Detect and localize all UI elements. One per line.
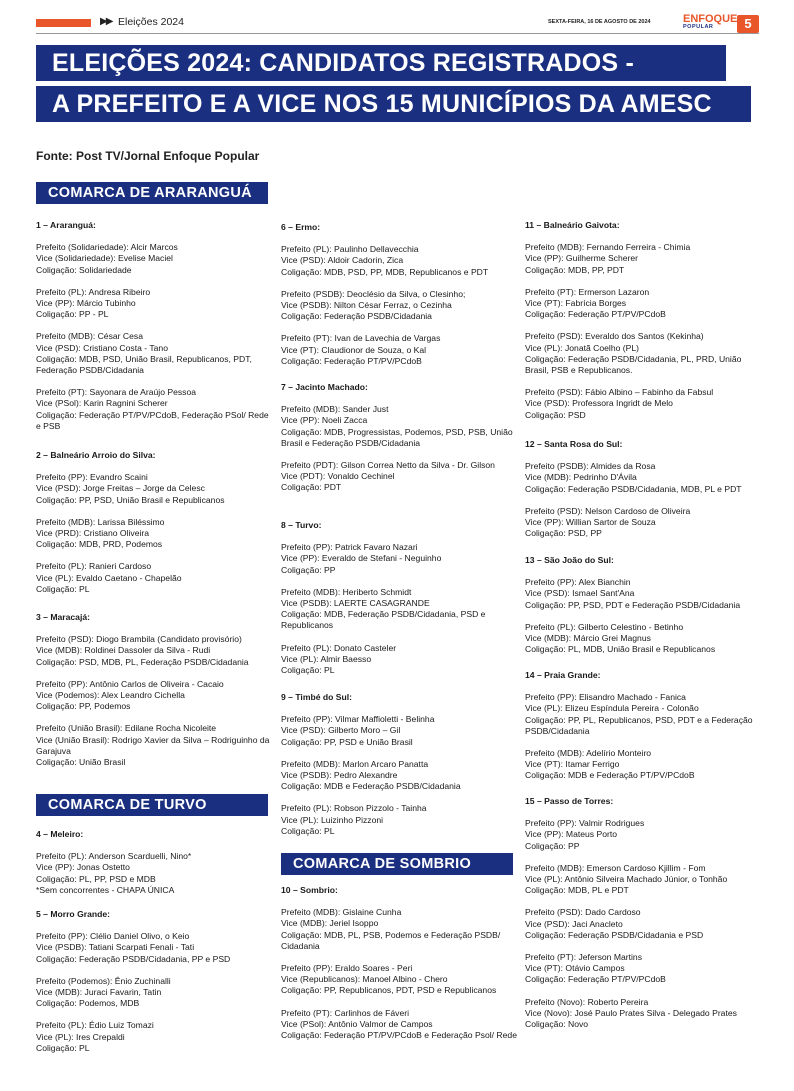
prefeito-line: Prefeito (União Brasil): Edilane Rocha Nicoleite — [36, 723, 217, 734]
municipio-name: 3 – Maracajá: — [36, 612, 90, 622]
prefeito-line: Prefeito (PP): Valmir Rodrigues — [525, 818, 645, 829]
municipio-name: 7 – Jacinto Machado: — [281, 382, 368, 392]
candidate-entry — [281, 1008, 519, 1042]
page-number: 5 — [737, 15, 759, 33]
logo-word-bottom: POPULAR — [683, 24, 714, 30]
vice-line: Vice (Podemos): Alex Leandro Cichella — [36, 690, 185, 701]
prefeito-line: Prefeito (PL): Donato Casteler — [281, 642, 397, 653]
municipio-name: 9 – Timbé do Sul: — [281, 692, 352, 702]
prefeito-line: Prefeito (MDB): Adelírio Monteiro — [525, 748, 652, 759]
prefeito-line: Prefeito (PL): Robson Pizzolo - Tainha — [281, 803, 427, 814]
prefeito-line: Prefeito (MDB): Heriberto Schmidt — [281, 586, 412, 597]
prefeito-line: Prefeito (PP): Alex Bianchin — [525, 577, 631, 588]
coligacao-line: Coligação: MDB e Federação PT/PV/PCdoB — [525, 770, 695, 781]
vice-line: Vice (PL): Elizeu Espíndula Pereira - Colonão — [525, 703, 699, 714]
vice-line: Vice (PT): Itamar Ferrigo — [525, 759, 620, 770]
comarca-turvo-heading: COMARCA DE TURVO — [36, 794, 268, 816]
prefeito-line: Prefeito (Solidariedade): Alcir Marcos — [36, 242, 178, 253]
municipio-name: 12 – Santa Rosa do Sul: — [525, 439, 623, 449]
coligacao-line: Coligação: PP - PL — [36, 309, 109, 320]
municipio-block — [281, 222, 519, 378]
candidate-entry — [36, 331, 272, 376]
comarca-ararangua-heading: COMARCA DE ARARANGUÁ — [36, 182, 268, 204]
vice-line: Vice (PP): Everaldo de Stefani - Neguinho — [281, 553, 442, 564]
coligacao-line: Coligação: PP, Republicanos, PDT, PSD e Republicanos — [281, 985, 497, 996]
page-header — [0, 0, 794, 40]
candidate-entry — [281, 460, 519, 494]
prefeito-line: Prefeito (PSD): Dado Cardoso — [525, 907, 641, 918]
coligacao-line: Coligação: PL — [281, 825, 335, 836]
coligacao-line: Coligação: MDB, PL, PSB, Podemos e Federação PSDB/ Cidadania — [281, 929, 501, 951]
prefeito-line: Prefeito (PL): Anderson Scarduelli, Nino* — [36, 851, 192, 862]
coligacao-line: Coligação: Novo — [525, 1019, 589, 1030]
vice-line: Vice (PSDB): LAERTE CASAGRANDE — [281, 598, 430, 609]
coligacao-line: Coligação: PL, MDB, União Brasil e Republicanos — [525, 644, 716, 655]
municipio-block — [281, 520, 519, 687]
prefeito-line: Prefeito (PL): Andresa Ribeiro — [36, 286, 151, 297]
candidate-entry — [36, 851, 272, 896]
coligacao-line: Coligação: Federação PSDB/Cidadania e PSD — [525, 929, 704, 940]
vice-line: Vice (PP): Willian Sartor de Souza — [525, 517, 656, 528]
vice-line: Vice (PL): Ires Crepaldi — [36, 1031, 125, 1042]
candidate-entry — [525, 331, 763, 376]
coligacao-line: Coligação: PP, Podemos — [36, 701, 131, 712]
candidate-entry — [36, 242, 272, 276]
vice-line: Vice (União Brasil): Rodrigo Xavier da Silva – Rodriguinho da Garajuva — [36, 734, 270, 756]
candidate-entry — [36, 387, 272, 432]
vice-line: Vice (PT): Otávio Campos — [525, 963, 625, 974]
municipio-block — [36, 220, 272, 443]
prefeito-line: Prefeito (MDB): César Cesa — [36, 331, 143, 342]
prefeito-line: Prefeito (PL): Paulinho Dellavecchia — [281, 244, 419, 255]
prefeito-line: Prefeito (PP): Patrick Favaro Nazari — [281, 542, 418, 553]
prefeito-line: Prefeito (PT): Ivan de Lavechia de Vargas — [281, 333, 441, 344]
municipio-name: 11 – Balneário Gaivota: — [525, 220, 620, 230]
prefeito-line: Prefeito (PT): Sayonara de Araújo Pessoa — [36, 387, 197, 398]
municipio-block — [36, 909, 272, 1065]
comarca-sombrio-heading: COMARCA DE SOMBRIO — [281, 853, 513, 875]
prefeito-line: Prefeito (PSDB): Almides da Rosa — [525, 461, 656, 472]
prefeito-line: Prefeito (MDB): Fernando Ferreira - Chimia — [525, 242, 691, 253]
newspaper-logo — [683, 14, 737, 30]
vice-line: Vice (PSDB): Nilton César Ferraz, o Cezinha — [281, 300, 452, 311]
municipio-block — [281, 692, 519, 848]
prefeito-line: Prefeito (PP): Vilmar Maffioletti - Belinha — [281, 714, 435, 725]
coligacao-line: Coligação: MDB e Federação PSDB/Cidadania — [281, 781, 461, 792]
vice-line: Vice (PL): Almir Baesso — [281, 653, 372, 664]
candidate-entry — [281, 907, 519, 952]
prefeito-line: Prefeito (PDT): Gilson Correa Netto da Silva - Dr. Gilson — [281, 460, 495, 471]
candidate-entry — [36, 1020, 272, 1054]
prefeito-line: Prefeito (MDB): Emerson Cardoso Kjillim - Fom — [525, 862, 706, 873]
municipio-name: 10 – Sombrio: — [281, 885, 338, 895]
vice-line: Vice (PSD): Cristiano Costa - Tano — [36, 342, 168, 353]
municipio-block — [281, 885, 519, 1052]
vice-line: Vice (PP): Noeli Zacca — [281, 415, 368, 426]
coligacao-line: Coligação: PSD, MDB, PL, Federação PSDB/Cidadania — [36, 656, 249, 667]
candidate-entry — [36, 287, 272, 321]
prefeito-line: Prefeito (MDB): Marlon Arcaro Panatta — [281, 758, 429, 769]
vice-line: Vice (Republicanos): Manoel Albino - Chero — [281, 974, 448, 985]
section-name: Eleições 2024 — [118, 16, 184, 28]
section-accent-bar — [36, 19, 91, 27]
municipio-block — [36, 829, 272, 907]
candidate-entry — [281, 542, 519, 576]
coligacao-line: Coligação: PP — [525, 840, 580, 851]
candidate-entry — [281, 404, 519, 449]
vice-line: Vice (PRD): Cristiano Oliveira — [36, 528, 150, 539]
candidate-entry — [36, 931, 272, 965]
prefeito-line: Prefeito (PSD): Nelson Cardoso de Oliveira — [525, 505, 691, 516]
vice-line: Vice (MDB): Roldinei Dassoler da Silva - Rudi — [36, 645, 211, 656]
header-divider — [36, 33, 759, 34]
candidate-entry — [525, 287, 763, 321]
coligacao-line: Coligação: MDB, PSD, União Brasil, Republicanos, PDT, Federação PSDB/Cidadania — [36, 353, 252, 376]
prefeito-line: Prefeito (MDB): Sander Just — [281, 404, 389, 415]
vice-line: Vice (PSD): Jaci Anacleto — [525, 918, 623, 929]
municipio-block — [525, 555, 763, 666]
coligacao-line: Coligação: PP — [281, 564, 336, 575]
candidate-entry — [281, 803, 519, 837]
section-arrows-icon: ▶▶ — [100, 16, 112, 27]
coligacao-line: Coligação: Federação PSDB/Cidadania, PL, PRD, União Brasil, PSB e Republicanos. — [525, 353, 742, 376]
municipio-name: 4 – Meleiro: — [36, 829, 84, 839]
prefeito-line: Prefeito (PP): Evandro Scaini — [36, 472, 148, 483]
municipio-name: 15 – Passo de Torres: — [525, 796, 614, 806]
coligacao-line: Coligação: MDB, PRD, Podemos — [36, 539, 163, 550]
coligacao-line: Coligação: MDB, PL e PDT — [525, 885, 629, 896]
coligacao-line: Coligação: PSD, PP — [525, 528, 602, 539]
coligacao-line: Coligação: PSD — [525, 409, 586, 420]
coligacao-line: Coligação: PP, PL, Republicanos, PSD, PDT e a Federação PSDB/Cidadania — [525, 714, 753, 736]
candidate-entry — [36, 976, 272, 1010]
prefeito-line: Prefeito (PT): Ermerson Lazaron — [525, 286, 650, 297]
candidate-entry — [525, 506, 763, 540]
coligacao-line: Coligação: PL — [36, 583, 90, 594]
coligacao-line: Coligação: PL — [281, 665, 335, 676]
prefeito-line: Prefeito (PSD): Everaldo dos Santos (Kekinha) — [525, 331, 704, 342]
candidate-entry — [525, 387, 763, 421]
coligacao-line: Coligação: Podemos, MDB — [36, 998, 140, 1009]
coligacao-line: Coligação: PP, PSD e União Brasil — [281, 736, 413, 747]
vice-line: Vice (PSDB): Tatiani Scarpati Fenali - Tati — [36, 942, 195, 953]
prefeito-line: Prefeito (PP): Elisandro Machado - Fanica — [525, 692, 686, 703]
coligacao-line: Coligação: PL, PP, PSD e MDB — [36, 873, 156, 884]
candidate-entry — [281, 714, 519, 748]
candidate-entry — [525, 577, 763, 611]
vice-line: Vice (PSD): Gilberto Moro – Gil — [281, 725, 401, 736]
prefeito-line: Prefeito (PL): Gilberto Celestino - Betinho — [525, 621, 684, 632]
vice-line: Vice (PL): Luizinho Pizzoni — [281, 814, 384, 825]
candidate-entry — [281, 333, 519, 367]
candidate-entry — [281, 759, 519, 793]
prefeito-line: Prefeito (PSD): Diogo Brambila (Candidato provisório) — [36, 634, 242, 645]
vice-line: Vice (PP): Márcio Tubinho — [36, 298, 136, 309]
vice-line: Vice (PP): Jonas Ostetto — [36, 862, 130, 873]
vice-line: Vice (PSD): Ismael Sant'Ana — [525, 588, 635, 599]
candidate-entry — [525, 863, 763, 897]
prefeito-line: Prefeito (PP): Antônio Carlos de Oliveira - Cacaio — [36, 678, 224, 689]
coligacao-line: Coligação: MDB, Progressistas, Podemos, PSD, PSB, União Brasil e Federação PSDB/Cidadania — [281, 426, 513, 448]
vice-line: Vice (PDT): Vonaldo Cechinel — [281, 471, 395, 482]
candidate-entry — [281, 963, 519, 997]
vice-line: Vice (PP): Mateus Porto — [525, 829, 618, 840]
source-credit: Fonte: Post TV/Jornal Enfoque Popular — [36, 149, 260, 163]
municipio-name: 14 – Praia Grande: — [525, 670, 601, 680]
municipio-block — [281, 382, 519, 505]
candidate-entry — [525, 242, 763, 276]
vice-line: Vice (PSD): Aldoir Cadorin, Zica — [281, 255, 404, 266]
prefeito-line: Prefeito (Podemos): Ênio Zuchinalli — [36, 975, 171, 986]
candidate-entry — [36, 723, 272, 768]
coligacao-line: Coligação: Federação PSDB/Cidadania, PP e PSD — [36, 953, 231, 964]
prefeito-line: Prefeito (MDB): Gislaine Cunha — [281, 907, 402, 918]
candidate-entry — [281, 587, 519, 632]
vice-line: Vice (PSDB): Pedro Alexandre — [281, 770, 398, 781]
vice-line: Vice (MDB): Juraci Favarin, Tatin — [36, 987, 162, 998]
candidate-entry — [36, 679, 272, 713]
coligacao-line: Coligação: MDB, PSD, PP, MDB, Republicanos e PDT — [281, 266, 489, 277]
coligacao-line: Coligação: Federação PT/PV/PCdoB — [281, 355, 422, 366]
candidate-entry — [525, 818, 763, 852]
municipio-name: 6 – Ermo: — [281, 222, 321, 232]
prefeito-line: Prefeito (PT): Jeferson Martins — [525, 952, 643, 963]
candidate-entry — [525, 748, 763, 782]
vice-line: Vice (PSol): Karin Ragnini Scherer — [36, 398, 168, 409]
coligacao-line: Coligação: Federação PT/PV/PCdoB e Federação Psol/ Rede — [281, 1030, 517, 1041]
coligacao-line: Coligação: Federação PT/PV/PCdoB — [525, 974, 666, 985]
candidate-entry — [281, 289, 519, 323]
vice-line: Vice (PSol): Antônio Valmor de Campos — [281, 1018, 433, 1029]
municipio-name: 8 – Turvo: — [281, 520, 322, 530]
logo-word-top: ENFOQUE — [683, 13, 738, 25]
vice-line: Vice (PSD): Jorge Freitas – Jorge da Celesc — [36, 483, 205, 494]
coligacao-line: Coligação: MDB, PP, PDT — [525, 264, 625, 275]
municipio-block — [36, 612, 272, 779]
municipio-block — [525, 439, 763, 550]
candidate-entry — [36, 517, 272, 551]
coligacao-line: Coligação: PL — [36, 1042, 90, 1053]
headline-line-1: ELEIÇÕES 2024: CANDIDATOS REGISTRADOS - — [36, 45, 726, 81]
vice-line: Vice (Novo): José Paulo Prates Silva - Delegado Prates — [525, 1007, 737, 1018]
prefeito-line: Prefeito (MDB): Larissa Biléssimo — [36, 516, 165, 527]
vice-line: Vice (Solidariedade): Evelise Maciel — [36, 253, 173, 264]
candidate-entry — [281, 244, 519, 278]
vice-line: Vice (PSD): Professora Ingridt de Melo — [525, 398, 673, 409]
coligacao-line: Coligação: PP, PSD, União Brasil e Republicanos — [36, 494, 225, 505]
candidate-entry — [36, 561, 272, 595]
coligacao-line: Coligação: União Brasil — [36, 757, 126, 768]
municipio-block — [525, 670, 763, 793]
candidate-entry — [525, 461, 763, 495]
vice-line: Vice (MDB): Pedrinho D'Ávila — [525, 472, 637, 483]
candidate-entry — [281, 643, 519, 677]
headline-line-2: A PREFEITO E A VICE NOS 15 MUNICÍPIOS DA AMESC — [36, 86, 751, 122]
candidate-entry — [525, 692, 763, 737]
coligacao-line: Coligação: Federação PSDB/Cidadania — [281, 311, 432, 322]
coligacao-line: Coligação: Solidariedade — [36, 264, 132, 275]
vice-line: Vice (MDB): Márcio Grei Magnus — [525, 633, 651, 644]
vice-line: Vice (MDB): Jeriel Isoppo — [281, 918, 379, 929]
vice-line: Vice (PT): Claudionor de Souza, o Kal — [281, 344, 427, 355]
prefeito-line: Prefeito (PL): Ranieri Cardoso — [36, 561, 152, 572]
candidate-entry — [36, 634, 272, 668]
prefeito-line: Prefeito (PSD): Fábio Albino – Fabinho da Fabsul — [525, 387, 714, 398]
prefeito-line: Prefeito (PT): Carlinhos de Fáveri — [281, 1007, 409, 1018]
candidate-entry — [525, 907, 763, 941]
prefeito-line: Prefeito (PL): Édio Luiz Tomazi — [36, 1020, 154, 1031]
vice-line: Vice (PL): Evaldo Caetano - Chapelão — [36, 572, 182, 583]
municipio-name: 2 – Balneário Arroio do Silva: — [36, 450, 156, 460]
coligacao-line: Coligação: MDB, Federação PSDB/Cidadania, PSD e Republicanos — [281, 609, 486, 631]
coligacao-line: Coligação: Federação PT/PV/PCdoB — [525, 309, 666, 320]
candidate-entry — [36, 472, 272, 506]
coligacao-line: Coligação: Federação PT/PV/PCdoB, Federação PSol/ Rede e PSB — [36, 409, 269, 431]
municipio-block — [525, 796, 763, 1041]
vice-line: Vice (PT): Fabrícia Borges — [525, 298, 627, 309]
vice-line: Vice (PP): Guilherme Scherer — [525, 253, 639, 264]
municipio-block — [36, 450, 272, 606]
candidate-entry — [525, 622, 763, 656]
coligacao-line: Coligação: PP, PSD, PDT e Federação PSDB/Cidadania — [525, 599, 741, 610]
candidate-entry — [525, 997, 763, 1031]
note-line: *Sem concorrentes - CHAPA ÚNICA — [36, 884, 175, 895]
municipio-name: 5 – Morro Grande: — [36, 909, 111, 919]
municipio-name: 1 – Araranguá: — [36, 220, 96, 230]
municipio-name: 13 – São João do Sul: — [525, 555, 614, 565]
coligacao-line: Coligação: PDT — [281, 482, 342, 493]
prefeito-line: Prefeito (Novo): Roberto Pereira — [525, 996, 649, 1007]
prefeito-line: Prefeito (PP): Clélio Daniel Olivo, o Keio — [36, 931, 190, 942]
prefeito-line: Prefeito (PP): Eraldo Soares - Peri — [281, 963, 413, 974]
vice-line: Vice (PL): Jonatã Coelho (PL) — [525, 342, 640, 353]
vice-line: Vice (PL): Antônio Silveira Machado Júnior, o Tonhão — [525, 874, 728, 885]
coligacao-line: Coligação: Federação PSDB/Cidadania, MDB, PL e PDT — [525, 483, 742, 494]
issue-date: SEXTA-FEIRA, 16 DE AGOSTO DE 2024 — [548, 19, 651, 25]
candidate-entry — [525, 952, 763, 986]
municipio-block — [525, 220, 763, 432]
prefeito-line: Prefeito (PSDB): Deoclésio da Silva, o Clesinho; — [281, 288, 466, 299]
